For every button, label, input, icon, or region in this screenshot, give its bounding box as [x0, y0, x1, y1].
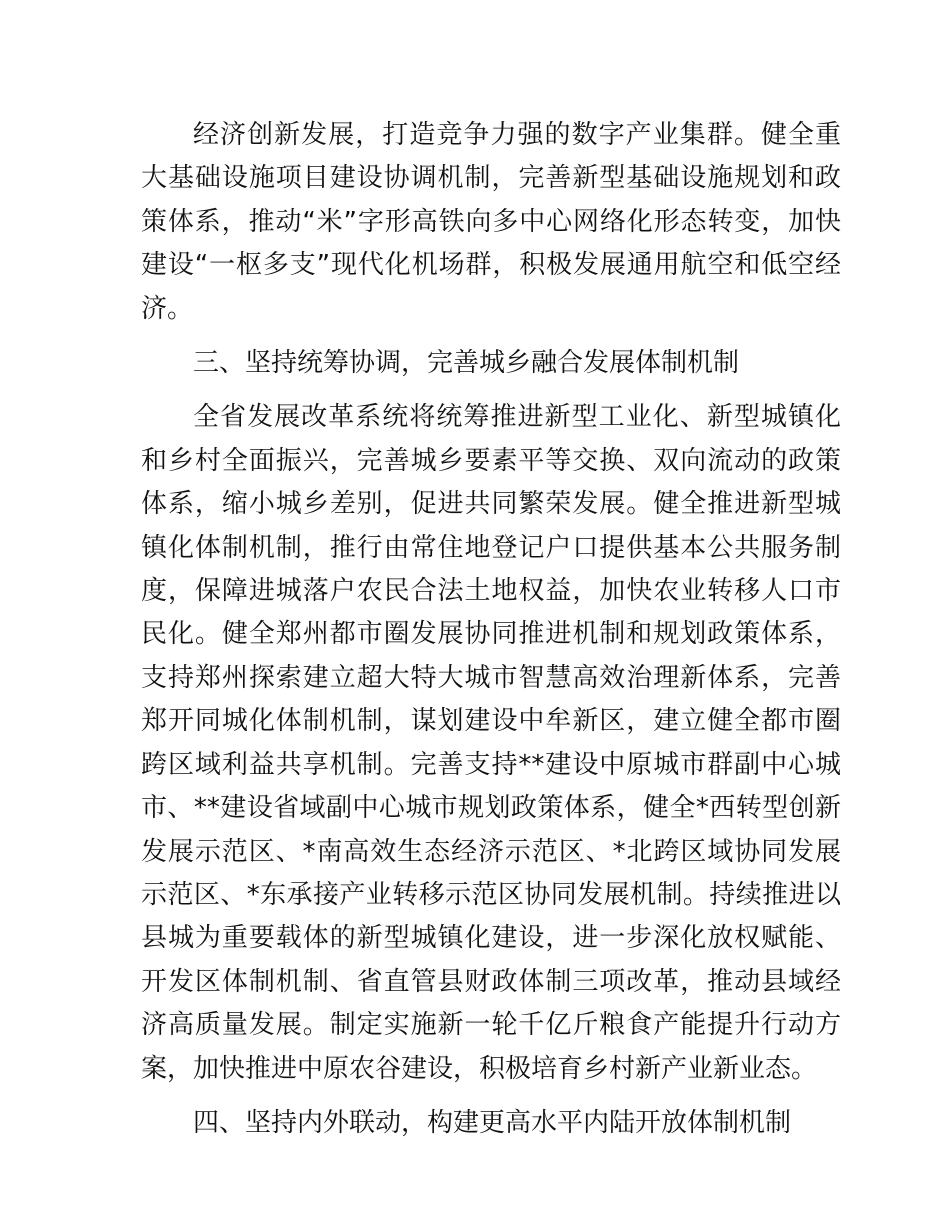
paragraph-urban-rural: 全省发展改革系统将统筹推进新型工业化、新型城镇化和乡村全面振兴，完善城乡要素平等交换、双向流动的政策体系，缩小城乡差别，促进共同繁荣发展。健全推进新型城镇化体制机制，推行由常住地登记户口提供基本公共服务制度，保障进城落户农民合法土地权益，加快农业转移人口市民化。健全郑州都市圈发展协同推进机制和规划政策体系，支持郑州探索建立超大特大城市智慧高效治理新体系，完善郑开同城化体制机制，谋划建设中牟新区，建立健全都市圈跨区域利益共享机制。完善支持**建设中原城市群副中心城市、**建设省域副中心城市规划政策体系，健全*西转型创新发展示范区、*南高效生态经济示范区、*北跨区域协同发展示范区、*东承接产业转移示范区协同发展机制。持续推进以县城为重要载体的新型城镇化建设，进一步深化放权赋能、开发区体制机制、省直管县财政体制三项改革，推动县域经济高质量发展。制定实施新一轮千亿斤粮食产能提升行动方案，加快推进中原农谷建设，积极培育乡村新产业新业态。	[141, 402, 841, 1084]
paragraph-digital-economy: 经济创新发展，打造竞争力强的数字产业集群。健全重大基础设施项目建设协调机制，完善新型基础设施规划和政策体系，推动“米”字形高铁向多中心网络化形态转变，加快建设“一枢多支”现代化机场群，积极发展通用航空和低空经济。	[141, 120, 841, 324]
paragraph-gap	[141, 331, 841, 342]
paragraph-gap	[141, 385, 841, 396]
section-heading-three: 三、坚持统筹协调，完善城乡融合发展体制机制	[193, 348, 740, 379]
paragraph-gap	[141, 1091, 841, 1102]
document-body	[141, 114, 841, 1145]
section-heading-four: 四、坚持内外联动，构建更高水平内陆开放体制机制	[193, 1107, 792, 1138]
